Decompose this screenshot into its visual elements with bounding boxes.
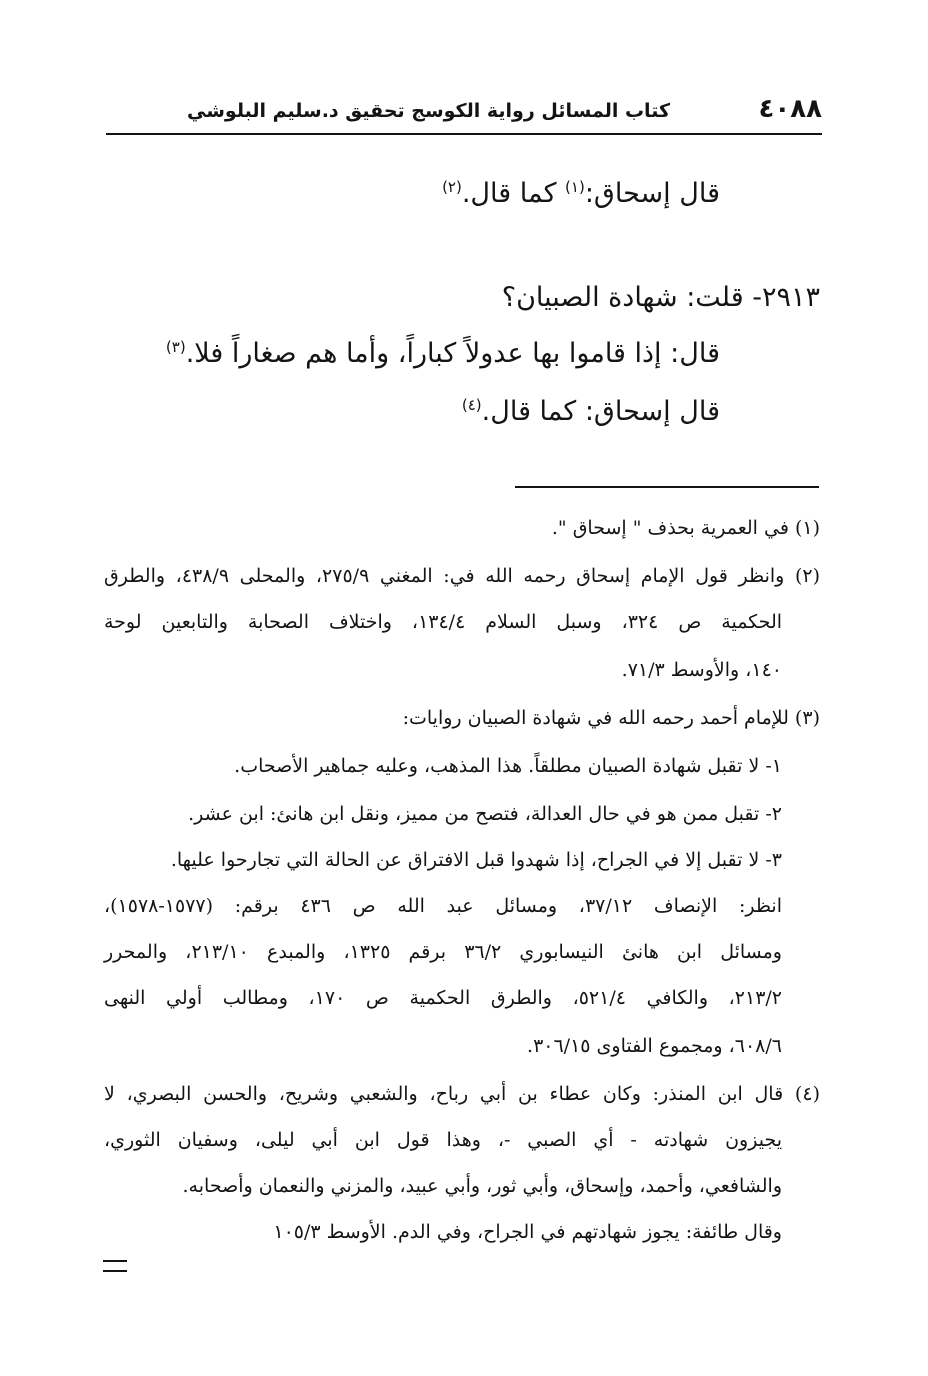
footnote-4-line-1: (٤) قال ابن المنذر: وكان عطاء بن أبي رباح، والشعبي وشريح، والحسن البصري، لا <box>104 1083 820 1105</box>
question-text: ٢٩١٣- قلت: شهادة الصبيان؟ <box>501 282 820 313</box>
question-2913 <box>502 280 820 316</box>
footnote-3-line-2: ١- لا تقبل شهادة الصبيان مطلقاً. هذا المذهب، وعليه جماهير الأصحاب. <box>234 755 782 777</box>
footnote-ref-1: (١) <box>565 178 585 196</box>
main-text: قال إسحاق: كما قال. <box>481 396 720 427</box>
running-title: كتاب المسائل رواية الكوسج تحقيق د.سليم البلوشي <box>187 100 670 122</box>
footnote-1: (١) في العمرية بحذف " إسحاق ". <box>551 517 820 539</box>
footnote-ref-4: (٤) <box>461 396 482 414</box>
running-header <box>106 92 822 132</box>
footnote-3-line-5: انظر: الإنصاف ٣٧/١٢، ومسائل عبد الله ص ٤٣٦ برقم: (١٥٧٧-١٥٧٨)، <box>104 895 782 917</box>
header-rule <box>106 133 822 135</box>
footnote-2-line-2: الحكمية ص ٣٢٤، وسبل السلام ١٣٤/٤، واختلاف الصحابة والتابعين لوحة <box>104 611 783 633</box>
footnote-3-line-3: ٢- تقبل ممن هو في حال العدالة، فتصح من مميز، ونقل ابن هانئ: ابن عشر. <box>188 803 782 825</box>
footnote-3-line-8: ٦٠٨/٦، ومجموع الفتاوى ٣٠٦/١٥. <box>527 1035 782 1057</box>
footnote-ref-3: (٣) <box>165 338 186 356</box>
main-text: كما قال. <box>461 178 566 209</box>
footnote-3-line-1: (٣) للإمام أحمد رحمه الله في شهادة الصبيان روايات: <box>402 707 820 729</box>
main-text: قال إسحاق: <box>584 178 720 209</box>
footnote-2-line-3: ١٤٠، والأوسط ٧١/٣. <box>621 659 782 681</box>
main-line-ishaq-1 <box>442 176 720 212</box>
footnote-4-line-3: والشافعي، وأحمد، وإسحاق، وأبي ثور، وأبي عبيد، والمزني والنعمان وأصحابه. <box>182 1175 782 1197</box>
footnote-3-line-6: ومسائل ابن هانئ النيسابوري ٣٦/٢ برقم ١٣٢٥، والمبدع ٢١٣/١٠، والمحرر <box>104 941 782 963</box>
footnote-4-line-2: يجيزون شهادته - أي الصبي -، وهذا قول ابن أبي ليلى، وسفيان الثوري، <box>104 1129 782 1151</box>
footnote-3-line-4: ٣- لا تقبل إلا في الجراح، إذا شهدوا قبل الافتراق عن الحالة التي تجارحوا عليها. <box>170 849 782 871</box>
main-line-ishaq-2 <box>462 394 720 430</box>
footnote-separator <box>515 486 819 488</box>
footnote-ref-2: (٢) <box>442 178 462 196</box>
end-of-page-mark <box>103 1260 127 1272</box>
footnote-4-line-4: وقال طائفة: يجوز شهادتهم في الجراح، وفي الدم. الأوسط ١٠٥/٣ <box>273 1221 782 1243</box>
answer-text: قال: إذا قاموا بها عدولاً كباراً، وأما هم صغاراً فلا. <box>185 338 720 369</box>
footnote-3-line-7: ٢١٣/٢، والكافي ٥٢١/٤، والطرق الحكمية ص ١٧٠، ومطالب أولي النهى <box>104 987 783 1009</box>
page-number: ٤٠٨٨ <box>758 94 822 124</box>
answer-line <box>166 336 720 372</box>
footnote-2-line-1: (٢) وانظر قول الإمام إسحاق رحمه الله في: المغني ٢٧٥/٩، والمحلى ٤٣٨/٩، والطرق <box>104 565 820 587</box>
